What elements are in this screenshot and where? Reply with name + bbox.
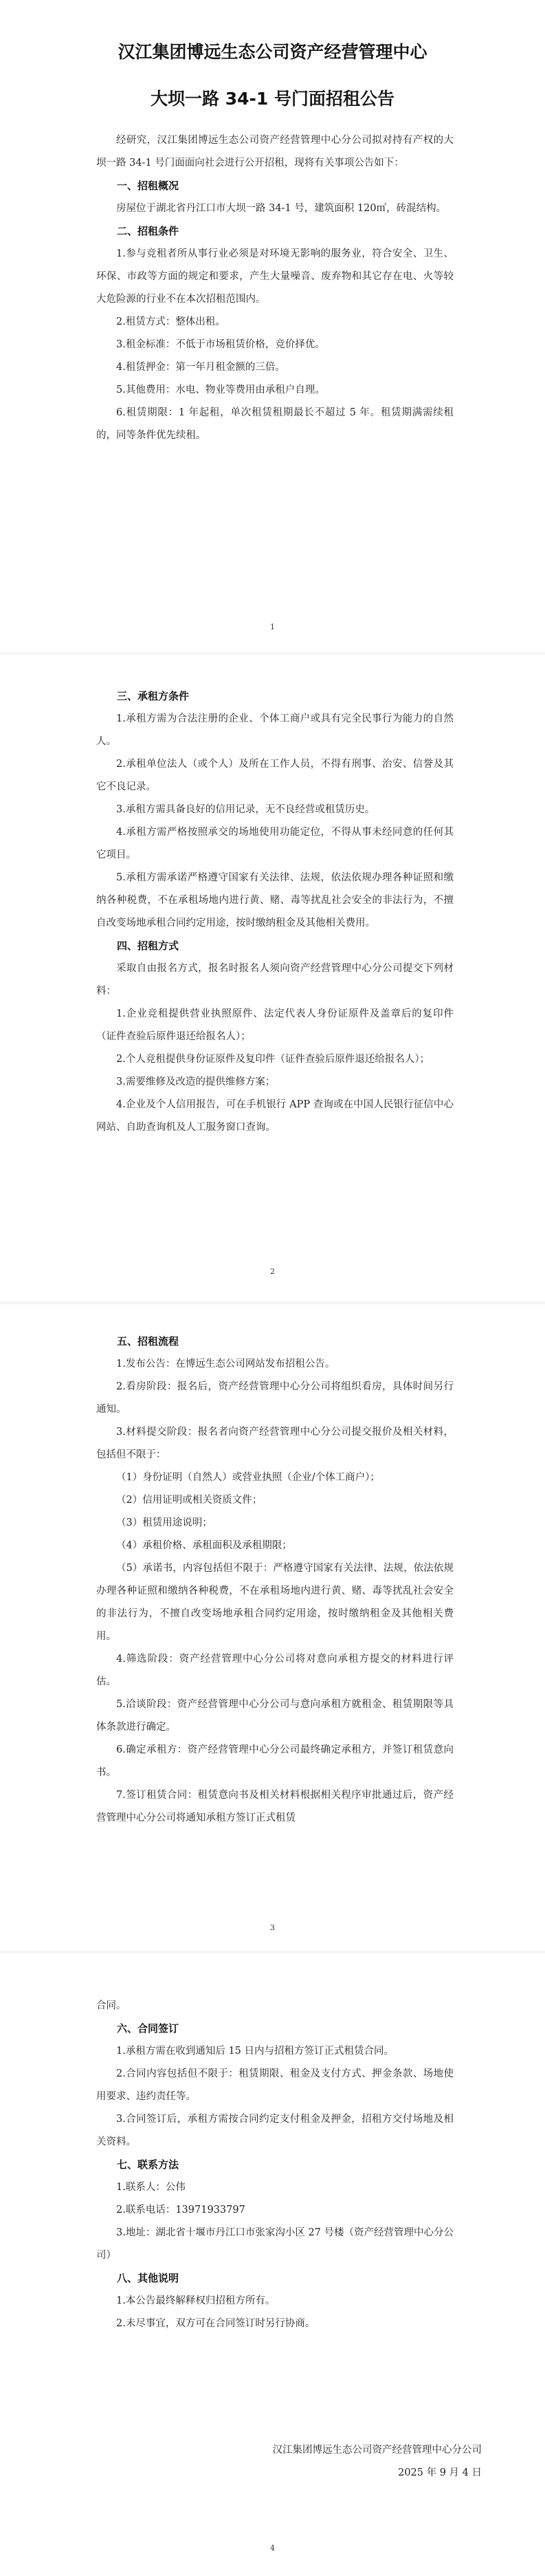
- document-title-line-2: 大坝一路 34-1 号门面招租公告: [151, 89, 394, 109]
- paragraph: 1.承租方需在收到通知后 15 日内与招租方签订正式租赁合同。: [116, 2046, 394, 2057]
- page-2-body: [96, 685, 454, 1139]
- paragraph: 3.承租方需具备良好的信用记录，无不良经营或租赁历史。: [116, 804, 375, 815]
- paragraph: 7.签订租赁合同：租赁意向书及相关材料根据相关程序审批通过后，资产经营管理中心分公司将通知承租方签订正式租赁: [96, 1790, 454, 1823]
- section-heading: 四、招租方式: [117, 940, 179, 952]
- page-number: 4: [270, 2544, 275, 2553]
- paragraph: 2.承租单位法人（或个人）及所在工作人员，不得有刑事、治安、信誉及其它不良记录。: [96, 759, 454, 792]
- paragraph: （2）信用证明或相关资质文件；: [116, 1495, 263, 1506]
- section-heading: 二、招租条件: [117, 225, 179, 237]
- section-heading: 八、其他说明: [117, 2272, 179, 2284]
- section-heading: 一、招租概况: [117, 180, 179, 192]
- page-number: 3: [270, 1923, 275, 1932]
- paragraph: 6.确定承租方：资产经营管理中心分公司最终确定承租方，并签订租赁意向书。: [96, 1744, 454, 1778]
- paragraph: 6.租赁期限：1 年起租，单次租赁租期最长不超过 5 年。租赁期满需续租的，同等条件优先续租。: [96, 407, 454, 441]
- paragraph: 合同。: [96, 2000, 126, 2011]
- paragraph: 2.看房阶段：报名后，资产经营管理中心分公司将组织看房，具体时间另行通知。: [96, 1381, 454, 1415]
- paragraph: 1.参与竞租者所从事行业必须是对环境无影响的服务业，符合安全、卫生、环保、市政等方面的规定和要求，产生大量噪音、废弃物和其它存在电、火等较大危险源的行业不在本次招租范围内。: [96, 248, 454, 305]
- page-1: [0, 0, 545, 652]
- paragraph: 4.筛选阶段：资产经营管理中心分公司将对意向承租方提交的材料进行评估。: [96, 1654, 454, 1687]
- paragraph: 1.发布公告：在博远生态公司网站发布招租公告。: [116, 1359, 335, 1370]
- paragraph: 3.租金标准：不低于市场租赁价格，竞价择优。: [116, 339, 325, 350]
- paragraph: 4.企业及个人信用报告，可在手机银行 APP 查询或在中国人民银行征信中心网站、自助查询机及人工服务窗口查询。: [96, 1099, 454, 1133]
- page-2: [0, 655, 545, 1301]
- signature-organization: 汉江集团博远生态公司资产经营管理中心分公司: [272, 2445, 482, 2456]
- paragraph: 5.其他费用：水电、物业等费用由承租户自理。: [116, 385, 325, 396]
- section-heading: 六、合同签订: [117, 2022, 179, 2035]
- document-title-line-1: 汉江集团博远生态公司资产经营管理中心: [118, 42, 427, 62]
- paragraph: 4.租赁押金：第一年月租金额的三倍。: [116, 362, 285, 373]
- paragraph: （4）承租价格、承租面积及承租期限；: [116, 1540, 292, 1551]
- page-3: [0, 1304, 545, 1951]
- paragraph: （3）租赁用途说明；: [116, 1517, 212, 1528]
- page-4-body: [96, 1995, 454, 2335]
- paragraph: （1）身份证明（自然人）或营业执照（企业/个体工商户）；: [116, 1472, 380, 1483]
- page-1-body: [96, 129, 454, 447]
- paragraph: 采取自由报名方式，报名时报名人须向资产经营管理中心分公司提交下列材料：: [96, 963, 454, 997]
- contact-phone: 2.联系电话：13971933797: [116, 2205, 245, 2216]
- page-4: [0, 1953, 545, 2576]
- section-heading: 七、联系方法: [117, 2158, 179, 2171]
- paragraph: 5.洽谈阶段：资产经营管理中心分公司与意向承租方就租金、租赁期限等具体条款进行确定。: [96, 1699, 454, 1733]
- paragraph: 2.租赁方式：整体出租。: [116, 316, 225, 327]
- paragraph: 5.承租方需承诺严格遵守国家有关法律、法规，依法依规办理各种证照和缴纳各种税费，不在承租场地内进行黄、赌、毒等扰乱社会安全的非法行为，不擅自改变场地承租合同约定用途，按时缴纳租金及其他相关费用。: [96, 872, 454, 929]
- paragraph: 1.本公告最终解释权归招租方所有。: [116, 2295, 276, 2306]
- paragraph: 2.未尽事宜，双方可在合同签订时另行协商。: [116, 2318, 315, 2329]
- page-number: 1: [270, 623, 275, 631]
- intro-paragraph: 经研究，汉江集团博远生态公司资产经营管理中心分公司拟对持有产权的大坝一路 34-1 号门面面向社会进行公开招租，现将有关事项公告如下：: [96, 135, 454, 169]
- paragraph: （5）承诺书，内容包括但不限于：严格遵守国家有关法律、法规，依法依规办理各种证照和缴纳各种税费，不在承租场地内进行黄、赌、毒等扰乱社会安全的非法行为，不擅自改变场地承租合同约定用途，按时缴纳租金及其他相关费用。: [96, 1563, 454, 1642]
- paragraph: 2.合同内容包括但不限于：租赁期限、租金及支付方式、押金条款、场地使用要求、违约责任等。: [96, 2068, 454, 2102]
- paragraph: 4.承租方需严格按照承交的场地使用功能定位，不得从事未经同意的任何其它项目。: [96, 827, 454, 861]
- section-heading: 五、招租流程: [117, 1335, 179, 1347]
- paragraph: 1.承租方需为合法注册的企业、个体工商户或具有完全民事行为能力的自然人。: [96, 713, 454, 747]
- page-number: 2: [270, 1267, 275, 1276]
- contact-person: 1.联系人：公伟: [116, 2182, 186, 2193]
- paragraph: 1.企业竞租提供营业执照原件、法定代表人身份证原件及盖章后的复印件（证件查验后原件退还给报名人）；: [96, 1008, 454, 1042]
- contact-address: 3.地址：湖北省十堰市丹江口市张家沟小区 27 号楼（资产经营管理中心分公司）: [96, 2227, 454, 2261]
- paragraph: 2.个人竞租提供身份证原件及复印件（证件查验后原件退还给报名人）；: [116, 1054, 430, 1065]
- paragraph: 3.合同签订后，承租方需按合同约定支付租金及押金，招租方交付场地及相关资料。: [96, 2114, 454, 2147]
- paragraph: 3.需要维修及改造的提供维修方案；: [116, 1076, 276, 1087]
- page-3-body: [96, 1330, 454, 1830]
- signature-date: 2025 年 9 月 4 日: [398, 2467, 482, 2478]
- section-heading: 三、承租方条件: [117, 690, 190, 702]
- paragraph: 房屋位于湖北省丹江口市大坝一路 34-1 号，建筑面积 120㎡，砖混结构。: [116, 203, 447, 214]
- paragraph: 3.材料提交阶段：报名者向资产经营管理中心分公司提交报价及相关材料，包括但不限于：: [96, 1427, 454, 1460]
